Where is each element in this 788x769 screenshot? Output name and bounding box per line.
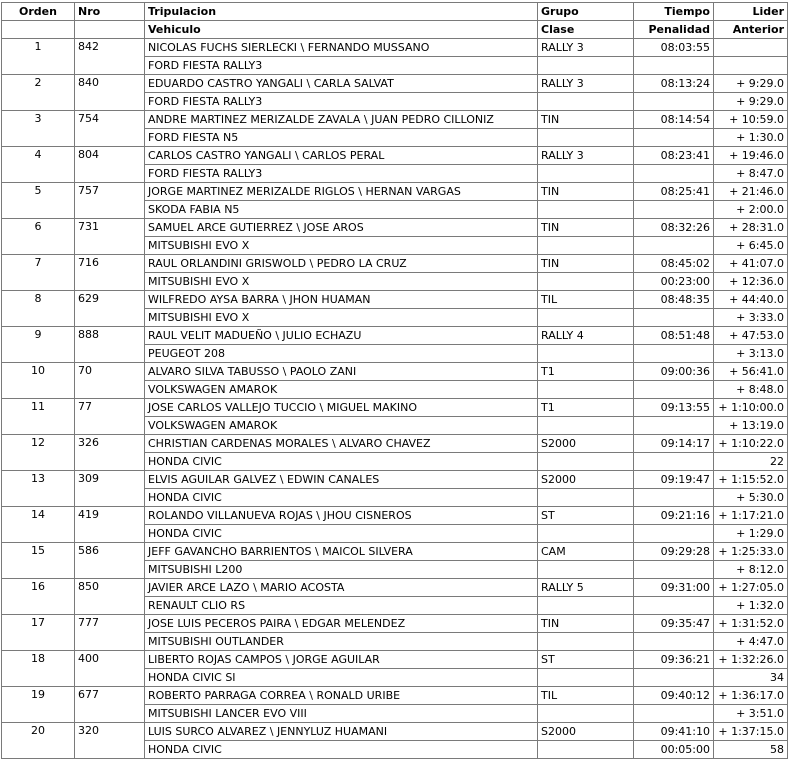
result-row-crew [2,543,788,561]
orden-cell: 12 [2,435,75,471]
result-row-crew [2,579,788,597]
result-row-crew [2,471,788,489]
clase-cell [538,633,634,651]
clase-cell [538,597,634,615]
clase-cell [538,309,634,327]
grupo-cell: S2000 [538,435,634,453]
crew-cell: WILFREDO AYSA BARRA \ JHON HUAMAN [145,291,538,309]
clase-cell [538,93,634,111]
results-body [2,39,788,759]
orden-cell: 3 [2,111,75,147]
orden-cell: 13 [2,471,75,507]
orden-cell: 18 [2,651,75,687]
grupo-cell: T1 [538,363,634,381]
orden-cell: 8 [2,291,75,327]
vehicle-cell: HONDA CIVIC [145,525,538,543]
vehicle-cell: RENAULT CLIO RS [145,597,538,615]
crew-cell: ELVIS AGUILAR GALVEZ \ EDWIN CANALES [145,471,538,489]
lider-cell: + 19:46.0 [714,147,788,165]
penalidad-cell [634,129,714,147]
penalidad-cell [634,453,714,471]
nro-cell: 677 [75,687,145,723]
penalidad-cell [634,237,714,255]
grupo-cell: RALLY 3 [538,75,634,93]
clase-cell [538,57,634,75]
vehicle-cell: HONDA CIVIC [145,489,538,507]
anterior-cell: + 2:00.0 [714,201,788,219]
tiempo-cell: 09:41:10 [634,723,714,741]
clase-cell [538,345,634,363]
clase-cell [538,741,634,759]
grupo-cell: T1 [538,399,634,417]
clase-cell [538,273,634,291]
result-row-crew [2,39,788,57]
clase-cell [538,489,634,507]
crew-cell: CHRISTIAN CARDENAS MORALES \ ALVARO CHAVEZ [145,435,538,453]
tiempo-cell: 09:21:16 [634,507,714,525]
anterior-cell: + 5:30.0 [714,489,788,507]
clase-cell [538,417,634,435]
grupo-cell: TIL [538,291,634,309]
anterior-cell: + 3:13.0 [714,345,788,363]
tiempo-cell: 08:03:55 [634,39,714,57]
nro-cell: 842 [75,39,145,75]
crew-cell: JEFF GAVANCHO BARRIENTOS \ MAICOL SILVERA [145,543,538,561]
nro-cell: 731 [75,219,145,255]
lider-cell: + 21:46.0 [714,183,788,201]
vehicle-cell: VOLKSWAGEN AMAROK [145,381,538,399]
penalidad-cell [634,93,714,111]
clase-cell [538,669,634,687]
result-row-crew [2,219,788,237]
orden-cell: 14 [2,507,75,543]
nro-cell: 850 [75,579,145,615]
orden-cell: 11 [2,399,75,435]
result-row-crew [2,363,788,381]
lider-cell: + 1:37:15.0 [714,723,788,741]
header-vehiculo: Vehiculo [145,21,538,39]
anterior-cell: + 12:36.0 [714,273,788,291]
vehicle-cell: MITSUBISHI LANCER EVO VIII [145,705,538,723]
tiempo-cell: 09:36:21 [634,651,714,669]
nro-cell: 754 [75,111,145,147]
result-row-crew [2,723,788,741]
grupo-cell: CAM [538,543,634,561]
tiempo-cell: 08:51:48 [634,327,714,345]
penalidad-cell: 00:23:00 [634,273,714,291]
vehicle-cell: FORD FIESTA N5 [145,129,538,147]
tiempo-cell: 08:25:41 [634,183,714,201]
anterior-cell: 34 [714,669,788,687]
penalidad-cell [634,417,714,435]
header-grupo: Grupo [538,3,634,21]
header-tripulacion: Tripulacion [145,3,538,21]
penalidad-cell [634,633,714,651]
lider-cell: + 1:17:21.0 [714,507,788,525]
results-table [1,2,788,759]
clase-cell [538,525,634,543]
clase-cell [538,165,634,183]
nro-cell: 400 [75,651,145,687]
result-row-crew [2,687,788,705]
crew-cell: ROLANDO VILLANUEVA ROJAS \ JHOU CISNEROS [145,507,538,525]
crew-cell: RAUL ORLANDINI GRISWOLD \ PEDRO LA CRUZ [145,255,538,273]
tiempo-cell: 09:13:55 [634,399,714,417]
clase-cell [538,237,634,255]
result-row-crew [2,183,788,201]
result-row-crew [2,399,788,417]
header-penalidad: Penalidad [634,21,714,39]
crew-cell: RAUL VELIT MADUEÑO \ JULIO ECHAZU [145,327,538,345]
anterior-cell: + 3:51.0 [714,705,788,723]
anterior-cell: 58 [714,741,788,759]
grupo-cell: TIN [538,219,634,237]
orden-cell: 16 [2,579,75,615]
penalidad-cell [634,561,714,579]
nro-cell: 77 [75,399,145,435]
header-nro: Nro [75,3,145,21]
penalidad-cell [634,57,714,75]
grupo-cell: TIN [538,111,634,129]
crew-cell: JOSE CARLOS VALLEJO TUCCIO \ MIGUEL MAKINO [145,399,538,417]
anterior-cell: + 8:12.0 [714,561,788,579]
grupo-cell: RALLY 3 [538,147,634,165]
orden-cell: 1 [2,39,75,75]
nro-cell: 757 [75,183,145,219]
grupo-cell: TIN [538,615,634,633]
result-row-crew [2,327,788,345]
anterior-cell: + 6:45.0 [714,237,788,255]
penalidad-cell [634,309,714,327]
clase-cell [538,129,634,147]
header-orden: Orden [2,3,75,21]
orden-cell: 10 [2,363,75,399]
vehicle-cell: FORD FIESTA RALLY3 [145,93,538,111]
clase-cell [538,705,634,723]
lider-cell [714,39,788,57]
lider-cell: + 1:10:00.0 [714,399,788,417]
header-row-1 [2,3,788,21]
penalidad-cell [634,669,714,687]
crew-cell: CARLOS CASTRO YANGALI \ CARLOS PERAL [145,147,538,165]
orden-cell: 20 [2,723,75,759]
crew-cell: ROBERTO PARRAGA CORREA \ RONALD URIBE [145,687,538,705]
orden-cell: 7 [2,255,75,291]
grupo-cell: TIN [538,183,634,201]
result-row-crew [2,147,788,165]
lider-cell: + 1:25:33.0 [714,543,788,561]
nro-cell: 888 [75,327,145,363]
grupo-cell: S2000 [538,723,634,741]
nro-cell: 320 [75,723,145,759]
lider-cell: + 10:59.0 [714,111,788,129]
grupo-cell: RALLY 4 [538,327,634,345]
header-row-2 [2,21,788,39]
nro-cell: 716 [75,255,145,291]
nro-cell: 840 [75,75,145,111]
orden-cell: 17 [2,615,75,651]
penalidad-cell [634,165,714,183]
grupo-cell: TIL [538,687,634,705]
header-anterior: Anterior [714,21,788,39]
vehicle-cell: PEUGEOT 208 [145,345,538,363]
lider-cell: + 1:27:05.0 [714,579,788,597]
anterior-cell: + 13:19.0 [714,417,788,435]
anterior-cell: + 1:29.0 [714,525,788,543]
penalidad-cell [634,381,714,399]
anterior-cell: + 9:29.0 [714,93,788,111]
penalidad-cell [634,345,714,363]
nro-cell: 629 [75,291,145,327]
tiempo-cell: 09:40:12 [634,687,714,705]
clase-cell [538,453,634,471]
result-row-crew [2,291,788,309]
vehicle-cell: MITSUBISHI EVO X [145,309,538,327]
vehicle-cell: HONDA CIVIC SI [145,669,538,687]
result-row-crew [2,507,788,525]
crew-cell: JAVIER ARCE LAZO \ MARIO ACOSTA [145,579,538,597]
crew-cell: ANDRE MARTINEZ MERIZALDE ZAVALA \ JUAN PEDRO CILLONIZ [145,111,538,129]
lider-cell: + 44:40.0 [714,291,788,309]
lider-cell: + 47:53.0 [714,327,788,345]
anterior-cell: + 3:33.0 [714,309,788,327]
tiempo-cell: 09:00:36 [634,363,714,381]
anterior-cell: + 8:48.0 [714,381,788,399]
grupo-cell: RALLY 3 [538,39,634,57]
anterior-cell: 22 [714,453,788,471]
penalidad-cell [634,597,714,615]
header-clase: Clase [538,21,634,39]
vehicle-cell: VOLKSWAGEN AMAROK [145,417,538,435]
lider-cell: + 1:10:22.0 [714,435,788,453]
vehicle-cell: MITSUBISHI EVO X [145,273,538,291]
nro-cell: 309 [75,471,145,507]
grupo-cell: RALLY 5 [538,579,634,597]
tiempo-cell: 08:32:26 [634,219,714,237]
result-row-crew [2,435,788,453]
nro-cell: 419 [75,507,145,543]
orden-cell: 15 [2,543,75,579]
tiempo-cell: 09:31:00 [634,579,714,597]
anterior-cell: + 8:47.0 [714,165,788,183]
crew-cell: ALVARO SILVA TABUSSO \ PAOLO ZANI [145,363,538,381]
penalidad-cell [634,489,714,507]
clase-cell [538,561,634,579]
lider-cell: + 1:15:52.0 [714,471,788,489]
header-tiempo: Tiempo [634,3,714,21]
lider-cell: + 1:36:17.0 [714,687,788,705]
tiempo-cell: 08:14:54 [634,111,714,129]
nro-cell: 804 [75,147,145,183]
lider-cell: + 1:31:52.0 [714,615,788,633]
result-row-crew [2,615,788,633]
crew-cell: LIBERTO ROJAS CAMPOS \ JORGE AGUILAR [145,651,538,669]
tiempo-cell: 09:14:17 [634,435,714,453]
penalidad-cell [634,201,714,219]
crew-cell: JORGE MARTINEZ MERIZALDE RIGLOS \ HERNAN VARGAS [145,183,538,201]
tiempo-cell: 08:23:41 [634,147,714,165]
anterior-cell: + 1:32.0 [714,597,788,615]
crew-cell: SAMUEL ARCE GUTIERREZ \ JOSE AROS [145,219,538,237]
grupo-cell: TIN [538,255,634,273]
orden-cell: 19 [2,687,75,723]
lider-cell: + 28:31.0 [714,219,788,237]
nro-cell: 326 [75,435,145,471]
tiempo-cell: 08:48:35 [634,291,714,309]
anterior-cell: + 4:47.0 [714,633,788,651]
nro-cell: 777 [75,615,145,651]
lider-cell: + 9:29.0 [714,75,788,93]
vehicle-cell: FORD FIESTA RALLY3 [145,165,538,183]
orden-cell: 5 [2,183,75,219]
vehicle-cell: HONDA CIVIC [145,741,538,759]
orden-cell: 9 [2,327,75,363]
clase-cell [538,201,634,219]
header-orden-blank [2,21,75,39]
anterior-cell [714,57,788,75]
lider-cell: + 41:07.0 [714,255,788,273]
vehicle-cell: FORD FIESTA RALLY3 [145,57,538,75]
vehicle-cell: SKODA FABIA N5 [145,201,538,219]
vehicle-cell: MITSUBISHI OUTLANDER [145,633,538,651]
crew-cell: JOSE LUIS PECEROS PAIRA \ EDGAR MELENDEZ [145,615,538,633]
result-row-crew [2,255,788,273]
orden-cell: 4 [2,147,75,183]
header-lider: Lider [714,3,788,21]
orden-cell: 2 [2,75,75,111]
vehicle-cell: MITSUBISHI L200 [145,561,538,579]
grupo-cell: S2000 [538,471,634,489]
tiempo-cell: 09:19:47 [634,471,714,489]
grupo-cell: ST [538,651,634,669]
nro-cell: 70 [75,363,145,399]
penalidad-cell [634,705,714,723]
result-row-crew [2,111,788,129]
tiempo-cell: 09:29:28 [634,543,714,561]
orden-cell: 6 [2,219,75,255]
crew-cell: NICOLAS FUCHS SIERLECKI \ FERNANDO MUSSANO [145,39,538,57]
vehicle-cell: HONDA CIVIC [145,453,538,471]
nro-cell: 586 [75,543,145,579]
result-row-crew [2,75,788,93]
header-nro-blank [75,21,145,39]
penalidad-cell [634,525,714,543]
crew-cell: EDUARDO CASTRO YANGALI \ CARLA SALVAT [145,75,538,93]
lider-cell: + 56:41.0 [714,363,788,381]
grupo-cell: ST [538,507,634,525]
tiempo-cell: 08:13:24 [634,75,714,93]
lider-cell: + 1:32:26.0 [714,651,788,669]
crew-cell: LUIS SURCO ALVAREZ \ JENNYLUZ HUAMANI [145,723,538,741]
tiempo-cell: 08:45:02 [634,255,714,273]
anterior-cell: + 1:30.0 [714,129,788,147]
clase-cell [538,381,634,399]
result-row-crew [2,651,788,669]
vehicle-cell: MITSUBISHI EVO X [145,237,538,255]
penalidad-cell: 00:05:00 [634,741,714,759]
tiempo-cell: 09:35:47 [634,615,714,633]
